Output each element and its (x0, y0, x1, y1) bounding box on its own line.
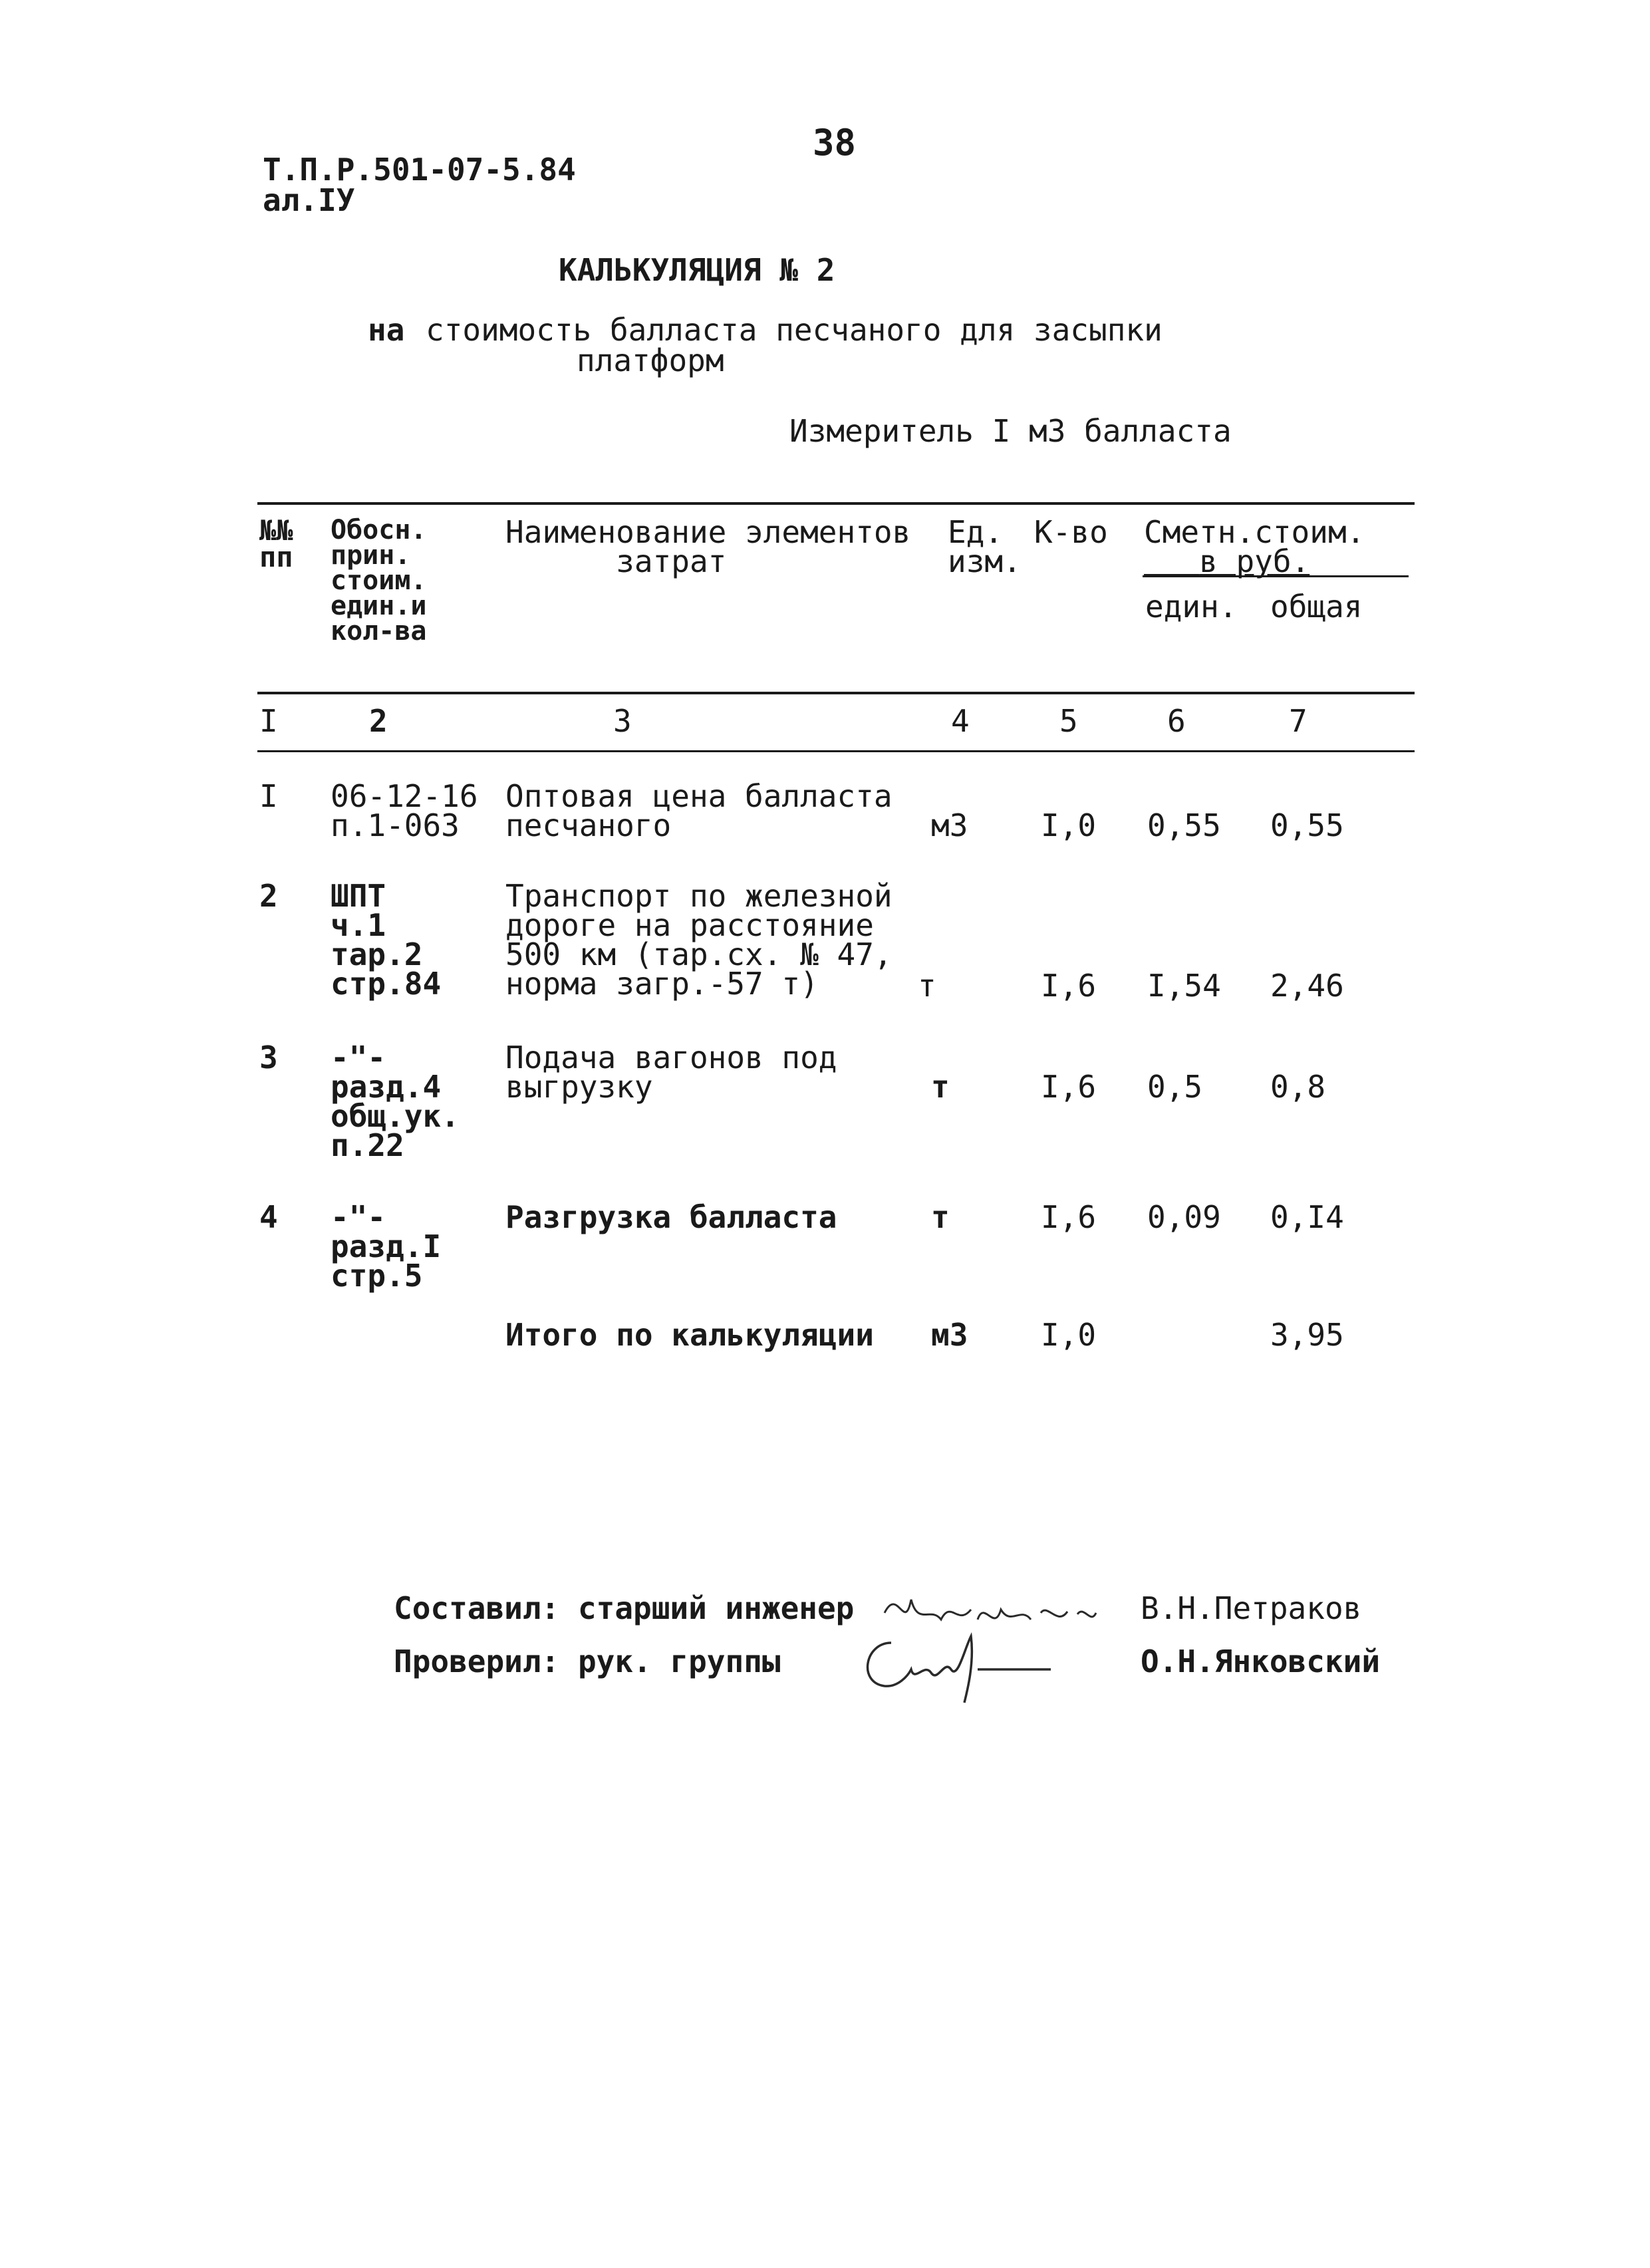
row-name: Разгрузка балласта (505, 1199, 837, 1235)
subject-line-2: платформ (577, 343, 724, 378)
checked-signature (851, 1623, 1051, 1709)
row-unit-cost: 0,5 (1147, 1069, 1203, 1105)
row-basis: -"- разд.I стр.5 (331, 1199, 442, 1294)
colnum-4: 4 (951, 703, 970, 739)
header-col-unit-cost: един. (1145, 589, 1238, 625)
header-cost-group-sub: в руб. (1199, 543, 1310, 579)
header-col-unit: Ед. изм. (948, 514, 1022, 579)
table-top-rule (257, 502, 1415, 505)
row-basis: -"- разд.4 общ.ук. п.22 (331, 1040, 460, 1163)
compiled-by-label: Составил: старший инженер (394, 1590, 855, 1626)
row-basis: ШПТ ч.1 тар.2 стр.84 (331, 878, 442, 1002)
row-unit: м3 (931, 807, 968, 843)
row-unit: т (918, 968, 936, 1004)
row-qty: I,6 (1041, 1069, 1097, 1105)
colnum-2: 2 (369, 703, 388, 739)
total-value: 3,95 (1270, 1317, 1344, 1353)
header-bottom-rule (257, 692, 1415, 694)
row-unit: т (931, 1069, 950, 1105)
row-unit-cost: 0,09 (1147, 1199, 1221, 1235)
row-qty: I,0 (1041, 807, 1097, 843)
header-col-qty: К-во (1034, 514, 1108, 550)
header-col-total: общая (1270, 589, 1363, 625)
subject-line-1: стоимость балласта песчаного для засыпки (426, 312, 1163, 348)
row-number: I (259, 778, 278, 814)
compiled-by-name: В.Н.Петраков (1141, 1590, 1362, 1626)
page-number: 38 (813, 122, 857, 164)
row-total: 0,I4 (1270, 1199, 1344, 1235)
colnum-1: I (259, 703, 278, 739)
subject-prefix: на (368, 312, 405, 348)
total-qty: I,0 (1041, 1317, 1097, 1353)
row-unit: т (931, 1199, 950, 1235)
colnum-5: 5 (1059, 703, 1078, 739)
doc-code: Т.П.Р.501-07-5.84 (263, 152, 576, 188)
header-col-name: Наименование элементов затрат (505, 514, 911, 579)
column-numbers-rule (257, 750, 1415, 752)
row-total: 0,55 (1270, 807, 1344, 843)
row-qty: I,6 (1041, 968, 1097, 1004)
colnum-3: 3 (613, 703, 632, 739)
row-number: 3 (259, 1040, 278, 1075)
row-basis: 06-12-16 п.1-063 (331, 778, 478, 843)
checked-by-label: Проверил: рук. группы (394, 1643, 781, 1679)
row-unit-cost: 0,55 (1147, 807, 1221, 843)
row-name: Транспорт по железной дороге на расстояние 500 км (тар.сх. № 47, норма загр.-57 т) (505, 878, 893, 1002)
row-number: 2 (259, 878, 278, 914)
total-unit: м3 (931, 1317, 968, 1353)
header-col-basis: Обосн. прин. стоим. един.и кол-ва (331, 515, 427, 646)
row-number: 4 (259, 1199, 278, 1235)
row-total: 2,46 (1270, 968, 1344, 1004)
header-col-number: №№ пп (259, 514, 293, 573)
measure-unit-line: Измеритель I м3 балласта (789, 413, 1232, 449)
album-number: ал.IУ (263, 182, 355, 218)
colnum-6: 6 (1167, 703, 1186, 739)
header-cost-group: Сметн.стоим. (1144, 514, 1365, 550)
row-unit-cost: I,54 (1147, 968, 1221, 1004)
row-total: 0,8 (1270, 1069, 1326, 1105)
colnum-7: 7 (1289, 703, 1307, 739)
row-qty: I,6 (1041, 1199, 1097, 1235)
calc-heading: КАЛЬКУЛЯЦИЯ № 2 (559, 252, 835, 288)
row-name: Оптовая цена балласта песчаного (505, 778, 893, 843)
checked-by-name: О.Н.Янковский (1141, 1643, 1381, 1679)
row-name: Подача вагонов под выгрузку (505, 1040, 837, 1105)
total-label: Итого по калькуляции (505, 1317, 874, 1353)
